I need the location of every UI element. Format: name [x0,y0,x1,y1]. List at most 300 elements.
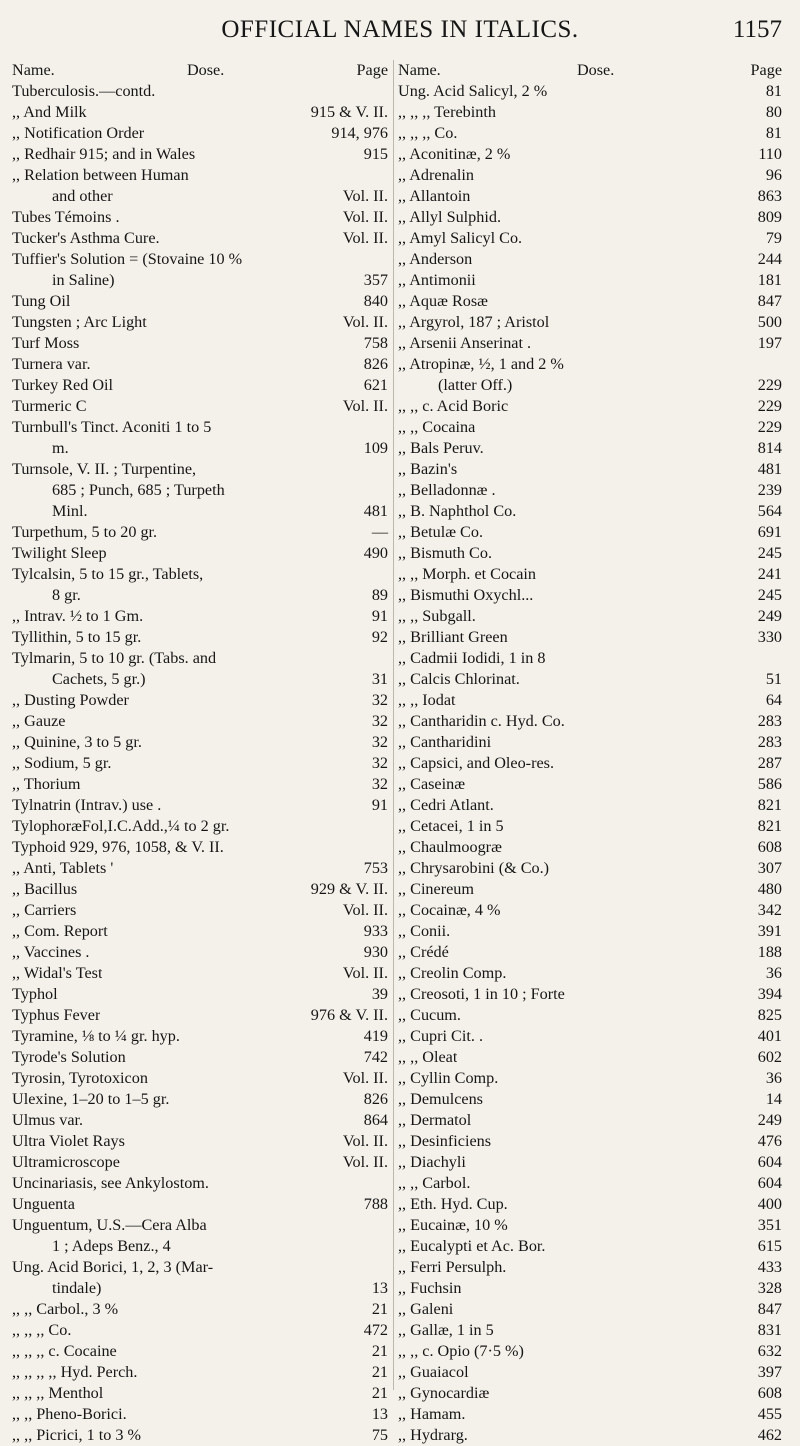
index-entry: Tuberculosis.—contd. [12,82,156,100]
entry-name: Minl. [52,502,88,520]
entry-page: 32 [371,775,388,793]
index-entry [398,1362,782,1383]
entry-name: Tyrosin, Tyrotoxicon [12,1069,148,1087]
entry-name: ,, ,, Pheno-Borici. [12,1405,127,1423]
entry-page: 602 [757,1048,782,1066]
index-entry [398,1026,782,1047]
running-title: OFFICIAL NAMES IN ITALICS. [221,16,579,43]
entry-page: 89 [371,586,388,604]
entry-page: 39 [371,985,388,1003]
column-divider [393,60,394,1390]
entry-page: Vol. II. [342,1132,388,1150]
page-header [12,12,788,52]
entry-page: 229 [757,418,782,436]
entry-name: Tylnatrin (Intrav.) use . [12,796,162,814]
entry-page: 401 [757,1027,782,1045]
entry-page: 36 [765,1069,782,1087]
entry-page: 245 [757,544,782,562]
entry-page: 825 [757,1006,782,1024]
index-entry [398,375,782,396]
entry-name: ,, Cinereum [398,880,474,898]
entry-page: 32 [371,712,388,730]
entry-page: 229 [757,376,782,394]
index-entry [398,396,782,417]
entry-name: ,, ,, Iodat [398,691,456,709]
entry-page: 480 [757,880,782,898]
index-entry [12,690,388,711]
index-entry [12,1110,388,1131]
entry-name: ,, ,, Carbol. [398,1174,471,1192]
entry-page: 92 [371,628,388,646]
entry-name: ,, ,, ,, Menthol [12,1384,104,1402]
entry-page: 32 [371,733,388,751]
entry-name: ,, Guaiacol [398,1363,469,1381]
entry-page: 462 [757,1426,782,1444]
entry-name: in Saline) [52,271,115,289]
entry-name: ,, ,, c. Opio (7·5 %) [398,1342,524,1360]
entry-name: ,, Gallæ, 1 in 5 [398,1321,494,1339]
column-header [12,60,388,81]
index-entry [12,1341,388,1362]
entry-name: Ultra Violet Rays [12,1132,125,1150]
index-entry [12,522,388,543]
entry-page: 81 [765,124,782,142]
index-entry [398,501,782,522]
index-entry [12,732,388,753]
entry-page: 64 [765,691,782,709]
entry-page: 864 [363,1111,388,1129]
dose-heading: Dose. [186,61,225,79]
index-entry [12,1404,388,1425]
index-entry [12,1005,388,1026]
entry-page: 753 [363,859,388,877]
index-entry [398,1383,782,1404]
entry-name: Turnera var. [12,355,91,373]
page-heading: Page [356,61,388,79]
index-entry [12,1194,388,1215]
entry-page: 742 [363,1048,388,1066]
index-entry [398,774,782,795]
entry-page: Vol. II. [342,313,388,331]
entry-page: 239 [757,481,782,499]
index-entry: TylophoræFol,I.C.Add.,¼ to 2 gr. [12,817,230,835]
entry-name: ,, Antimonii [398,271,476,289]
entry-page: 758 [363,334,388,352]
entry-page: 21 [371,1300,388,1318]
index-entry: Tylmarin, 5 to 10 gr. (Tabs. and [12,649,217,667]
entry-name: ,, Capsici, and Oleo-res. [398,754,554,772]
entry-page: 490 [363,544,388,562]
entry-name: ,, Gynocardiæ [398,1384,490,1402]
index-entry: Tylcalsin, 5 to 15 gr., Tablets, [12,565,204,583]
index-entry [12,186,388,207]
index-entry [12,984,388,1005]
index-entry [12,858,388,879]
index-entry [398,1257,782,1278]
entry-page: 109 [363,439,388,457]
index-entry [398,249,782,270]
index-entry [398,585,782,606]
entry-name: ,, Cyllin Comp. [398,1069,499,1087]
entry-page: Vol. II. [342,187,388,205]
entry-page: 400 [757,1195,782,1213]
index-entry [398,81,782,102]
entry-page: 283 [757,712,782,730]
entry-page: 91 [371,796,388,814]
index-entry [398,144,782,165]
entry-page: 809 [757,208,782,226]
index-entry [12,228,388,249]
entry-name: ,, Brilliant Green [398,628,508,646]
entry-name: ,, Eth. Hyd. Cup. [398,1195,508,1213]
entry-page: 394 [757,985,782,1003]
index-entry [398,1005,782,1026]
entry-name: ,, Caseinæ [398,775,465,793]
entry-page: 32 [371,691,388,709]
index-entry [398,858,782,879]
index-entry: Ung. Acid Borici, 1, 2, 3 (Mar- [12,1258,214,1276]
entry-page: 21 [371,1384,388,1402]
entry-name: ,, ,, ,, ,, Hyd. Perch. [12,1363,138,1381]
entry-name: Unguenta [12,1195,75,1213]
entry-page: 110 [758,145,782,163]
entry-name: ,, Allantoin [398,187,471,205]
entry-name: ,, ,, c. Acid Boric [398,397,509,415]
entry-name: Tung Oil [12,292,71,310]
entry-name: Tyrode's Solution [12,1048,126,1066]
index-entry [398,186,782,207]
entry-name: Tucker's Asthma Cure. [12,229,160,247]
index-entry: ,, Relation between Human [12,166,189,184]
entry-name: ,, Adrenalin [398,166,474,184]
index-entry [12,102,388,123]
entry-name: ,, Cetacei, 1 in 5 [398,817,504,835]
entry-page: 81 [765,82,782,100]
index-entry [12,396,388,417]
index-entry [398,522,782,543]
entry-page: 328 [757,1279,782,1297]
entry-name: ,, Widal's Test [12,964,103,982]
entry-list [12,81,388,1446]
index-entry [398,732,782,753]
left-column [12,60,388,1446]
index-entry [12,1320,388,1341]
entry-page: 586 [757,775,782,793]
entry-name: ,, Amyl Salicyl Co. [398,229,523,247]
entry-name: ,, Hamam. [398,1405,466,1423]
index-entry [12,1152,388,1173]
entry-name: ,, Ferri Persulph. [398,1258,507,1276]
entry-name: ,, Notification Order [12,124,145,142]
entry-name: Typhol [12,985,58,1003]
entry-name: ,, Sodium, 5 gr. [12,754,112,772]
index-entry: ,, Atropinæ, ½, 1 and 2 % [398,355,564,373]
entry-name: ,, Galeni [398,1300,454,1318]
index-entry: Uncinariasis, see Ankylostom. [12,1174,209,1192]
entry-page: 307 [757,859,782,877]
entry-name: ,, ,, Cocaina [398,418,476,436]
index-entry: Turnbull's Tinct. Aconiti 1 to 5 [12,418,212,436]
index-entry [12,501,388,522]
entry-page: Vol. II. [342,229,388,247]
index-entry [398,837,782,858]
entry-page: 831 [757,1321,782,1339]
entry-name: ,, Dermatol [398,1111,472,1129]
entry-page: 91 [371,607,388,625]
dose-heading: Dose. [576,61,615,79]
index-entry [12,1362,388,1383]
entry-page: 419 [363,1027,388,1045]
index-entry [398,963,782,984]
index-entry [12,795,388,816]
entry-page: 821 [757,817,782,835]
entry-page: 608 [757,838,782,856]
entry-page: 283 [757,733,782,751]
index-entry [398,795,782,816]
index-entry [12,627,388,648]
entry-page: 476 [757,1132,782,1150]
index-entry [398,900,782,921]
index-entry [398,123,782,144]
entry-name: ,, Chrysarobini (& Co.) [398,859,550,877]
index-entry [12,1131,388,1152]
entry-name: ,, ,, Morph. et Cocain [398,565,537,583]
entry-name: ,, Argyrol, 187 ; Aristol [398,313,550,331]
entry-name: Tungsten ; Arc Light [12,313,147,331]
index-entry [12,669,388,690]
entry-name: Turkey Red Oil [12,376,114,394]
index-entry [398,984,782,1005]
entry-page: 188 [757,943,782,961]
entry-name: ,, Dusting Powder [12,691,129,709]
index-entry [398,879,782,900]
index-entry [398,942,782,963]
entry-page: 788 [363,1195,388,1213]
entry-page: 863 [757,187,782,205]
entry-name: ,, Betulæ Co. [398,523,483,541]
entry-page: 821 [757,796,782,814]
index-entry [12,291,388,312]
entry-name: ,, Creosoti, 1 in 10 ; Forte [398,985,565,1003]
entry-page: 391 [757,922,782,940]
index-entry [12,921,388,942]
index-entry [398,1068,782,1089]
entry-name: Ung. Acid Salicyl, 2 % [398,82,548,100]
entry-name: ,, Cupri Cit. . [398,1027,483,1045]
index-entry: Typhoid 929, 976, 1058, & V. II. [12,838,224,856]
index-entry [398,669,782,690]
entry-page: 847 [757,1300,782,1318]
entry-page: Vol. II. [342,208,388,226]
entry-page: 814 [757,439,782,457]
entry-name: ,, Gauze [12,712,66,730]
index-entry [12,900,388,921]
entry-page: 481 [363,502,388,520]
index-entry [398,1089,782,1110]
entry-page: 249 [757,1111,782,1129]
index-entry [398,207,782,228]
index-entry [398,165,782,186]
entry-page: 615 [757,1237,782,1255]
entry-page: 930 [363,943,388,961]
index-entry [398,1047,782,1068]
entry-page: 929 & V. II. [310,880,388,898]
index-entry: Tuffier's Solution = (Stovaine 10 % [12,250,243,268]
index-entry [12,375,388,396]
index-entry: Unguentum, U.S.—Cera Alba [12,1216,207,1234]
index-entry [398,606,782,627]
index-entry [12,711,388,732]
entry-name: ,, Fuchsin [398,1279,462,1297]
entry-name: ,, Cantharidin c. Hyd. Co. [398,712,565,730]
index-entry [12,543,388,564]
entry-page: 36 [765,964,782,982]
entry-name: ,, Intrav. ½ to 1 Gm. [12,607,144,625]
name-heading: Name. [12,61,55,79]
entry-page: 357 [363,271,388,289]
entry-name: Ulmus var. [12,1111,84,1129]
entry-page: 632 [757,1342,782,1360]
index-entry [398,690,782,711]
entry-name: ,, B. Naphthol Co. [398,502,517,520]
index-entry [12,270,388,291]
entry-page: 244 [757,250,782,268]
index-entry: 685 ; Punch, 685 ; Turpeth [52,481,225,499]
entry-name: ,, Calcis Chlorinat. [398,670,520,688]
index-entry: ,, Cadmii Iodidi, 1 in 8 [398,649,546,667]
entry-page: — [371,523,388,541]
entry-name: tindale) [52,1279,102,1297]
index-entry [398,711,782,732]
entry-name: ,, Aquæ Rosæ [398,292,488,310]
entry-name: ,, And Milk [12,103,87,121]
index-entry [398,1194,782,1215]
entry-name: ,, Belladonnæ . [398,481,496,499]
index-entry [12,144,388,165]
entry-name: ,, Eucalypti et Ac. Bor. [398,1237,546,1255]
index-entry [12,1278,388,1299]
entry-name: ,, Cocainæ, 4 % [398,901,501,919]
index-entry [398,564,782,585]
index-entry [398,753,782,774]
index-entry [398,438,782,459]
entry-name: ,, Creolin Comp. [398,964,507,982]
entry-page: 13 [371,1405,388,1423]
entry-name: Tyllithin, 5 to 15 gr. [12,628,142,646]
entry-page: 241 [757,565,782,583]
entry-page: 914, 976 [331,124,388,142]
entry-page: 933 [363,922,388,940]
entry-name: Turf Moss [12,334,80,352]
entry-page: 75 [371,1426,388,1444]
index-entry [12,1068,388,1089]
entry-name: ,, Cantharidini [398,733,492,751]
entry-name: ,, Com. Report [12,922,108,940]
index-entry [398,1152,782,1173]
entry-page: 96 [765,166,782,184]
entry-name: ,, Cedri Atlant. [398,796,494,814]
index-entry [12,354,388,375]
entry-page: 604 [757,1174,782,1192]
entry-page: 500 [757,313,782,331]
entry-name: ,, Aconitinæ, 2 % [398,145,511,163]
entry-name: ,, Redhair 915; and in Wales [12,145,196,163]
right-column [398,60,782,1446]
entry-page: Vol. II. [342,964,388,982]
entry-page: 826 [363,1090,388,1108]
index-entry [12,312,388,333]
name-heading: Name. [398,61,441,79]
entry-page: 433 [757,1258,782,1276]
index-entry [398,543,782,564]
entry-name: ,, Vaccines . [12,943,90,961]
entry-page: Vol. II. [342,397,388,415]
entry-name: ,, Arsenii Anserinat . [398,334,532,352]
index-entry [398,1131,782,1152]
index-entry [12,585,388,606]
entry-page: 847 [757,292,782,310]
entry-name: Tyramine, ⅛ to ¼ gr. hyp. [12,1027,180,1045]
entry-name: ,, Bals Peruv. [398,439,484,457]
entry-name: ,, ,, ,, Co. [398,124,458,142]
entry-page: 197 [757,334,782,352]
entry-name: ,, Anti, Tablets ' [12,859,114,877]
entry-page: 229 [757,397,782,415]
index-entry [12,1026,388,1047]
index-entry [398,1341,782,1362]
entry-name: 8 gr. [52,586,81,604]
index-entry [398,459,782,480]
entry-page: 32 [371,754,388,772]
entry-page: 621 [363,376,388,394]
entry-name: Turpethum, 5 to 20 gr. [12,523,158,541]
index-entry [12,753,388,774]
entry-name: ,, Chaulmoogræ [398,838,502,856]
entry-page: 915 & V. II. [310,103,388,121]
page-heading: Page [750,61,782,79]
index-entry [12,879,388,900]
index-entry [12,438,388,459]
entry-name: ,, Carriers [12,901,77,919]
entry-name: Ultramicroscope [12,1153,120,1171]
index-entry [12,774,388,795]
entry-name: and other [52,187,113,205]
entry-page: 481 [757,460,782,478]
index-entry: Turnsole, V. II. ; Turpentine, [12,460,197,478]
entry-name: ,, ,, ,, Co. [12,1321,72,1339]
entry-page: 14 [765,1090,782,1108]
entry-page: Vol. II. [342,901,388,919]
entry-name: ,, Anderson [398,250,473,268]
index-entry [398,1320,782,1341]
entry-name: Ulexine, 1–20 to 1–5 gr. [12,1090,170,1108]
entry-name: ,, ,, Oleat [398,1048,458,1066]
entry-page: 21 [371,1342,388,1360]
entry-name: ,, Bismuth Co. [398,544,492,562]
entry-name: Tubes Témoins . [12,208,120,226]
index-entry [398,1425,782,1446]
entry-name: ,, Allyl Sulphid. [398,208,501,226]
entry-name: ,, ,, Carbol., 3 % [12,1300,119,1318]
entry-page: 80 [765,103,782,121]
entry-page: 826 [363,355,388,373]
entry-name: m. [52,439,69,457]
entry-page: 31 [371,670,388,688]
entry-name: (latter Off.) [438,376,513,394]
entry-page: 915 [363,145,388,163]
index-entry [398,291,782,312]
index-entry [398,480,782,501]
